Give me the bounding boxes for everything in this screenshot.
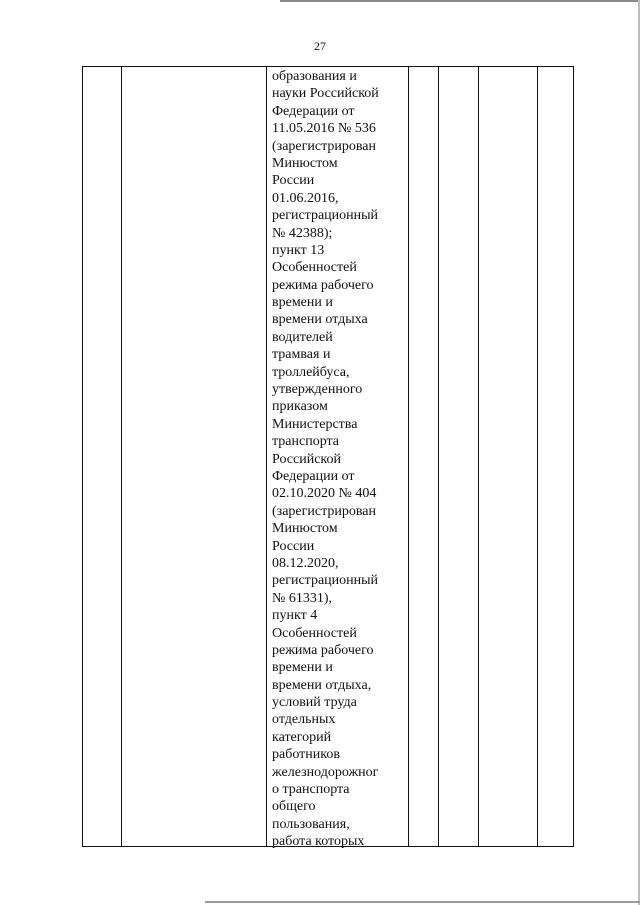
cell-text-line: приказом <box>272 399 328 415</box>
cell-text-line: железнодорожног <box>272 764 379 780</box>
column-divider-1 <box>121 67 122 846</box>
cell-text-line: общего <box>272 799 316 815</box>
column-divider-3 <box>408 67 409 846</box>
cell-text-line: категорий <box>272 729 332 745</box>
column-divider-6 <box>537 67 538 846</box>
cell-text-line: 08.12.2020, <box>272 555 339 571</box>
cell-text-line: 01.06.2016, <box>272 190 339 206</box>
cell-text-line: Минюстом <box>272 521 338 537</box>
cell-text-line: Особенностей <box>272 625 357 641</box>
cell-text-line: работа которых <box>272 834 365 850</box>
cell-text-line: условий труда <box>272 695 357 711</box>
column-divider-4 <box>438 67 439 846</box>
cell-text-line: (зарегистрирован <box>272 503 376 519</box>
cell-text-line: утвержденного <box>272 382 363 398</box>
cell-text-line: работников <box>272 747 340 763</box>
cell-text-line: Российской <box>272 451 341 467</box>
cell-text-line: Минюстом <box>272 155 338 171</box>
table-cell-text <box>272 68 408 851</box>
cell-text-line: времени и <box>272 660 333 676</box>
cell-text-line: пункт 13 <box>272 242 325 258</box>
cell-text-line: трамвая и <box>272 347 331 363</box>
cell-text-line: науки Российской <box>272 86 379 102</box>
cell-text-line: Министерства <box>272 416 358 432</box>
cell-text-line: Федерации от <box>272 103 355 119</box>
document-table <box>82 66 574 850</box>
cell-text-line: № 42388); <box>272 225 333 241</box>
cell-text-line: пункт 4 <box>272 608 318 624</box>
cell-text-line: режима рабочего <box>272 277 374 293</box>
cell-text-line: времени отдыха, <box>272 677 372 693</box>
cell-text-line: времени и <box>272 295 333 311</box>
cell-text-line: Федерации от <box>272 468 355 484</box>
cell-text-line: (зарегистрирован <box>272 138 376 154</box>
cell-text-line: Особенностей <box>272 260 357 276</box>
page-number: 27 <box>314 39 326 53</box>
cell-text-line: о транспорта <box>272 782 350 798</box>
cell-text-line: времени отдыха <box>272 312 368 328</box>
column-divider-5 <box>478 67 479 846</box>
cell-text-line: троллейбуса, <box>272 364 350 380</box>
cell-text-line: образования и <box>272 69 357 84</box>
cell-text-line: отдельных <box>272 712 336 728</box>
cell-text-line: № 61331), <box>272 590 333 606</box>
cell-text-line: России <box>272 173 315 189</box>
cell-text-line: регистрационный <box>272 208 379 224</box>
cell-text-line: России <box>272 538 315 554</box>
cell-text-line: 02.10.2020 № 404 <box>272 486 377 502</box>
cell-text-line: 11.05.2016 № 536 <box>272 121 376 137</box>
scan-edge-top <box>280 0 640 2</box>
scan-edge-bottom <box>205 901 640 903</box>
column-divider-2 <box>266 67 267 846</box>
cell-text-line: регистрационный <box>272 573 379 589</box>
cell-text-line: транспорта <box>272 434 340 450</box>
cell-text-line: режима рабочего <box>272 642 374 658</box>
cell-text-line: пользования, <box>272 816 350 832</box>
cell-text-line: водителей <box>272 329 333 345</box>
